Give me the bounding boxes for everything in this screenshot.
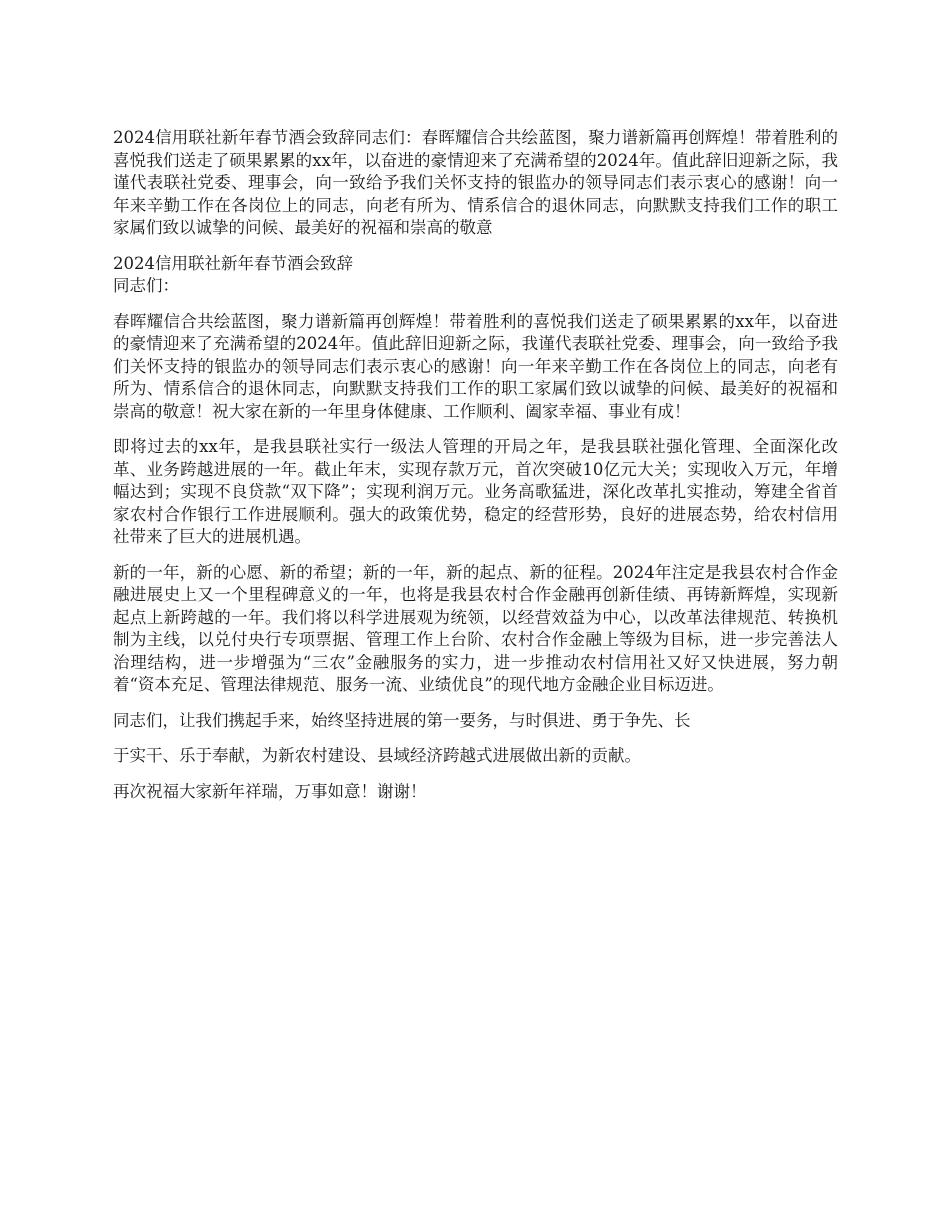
body-paragraph-2: 即将过去的xx年，是我县联社实行一级法人管理的开局之年，是我县联社强化管理、全面深化改革、业务跨越进展的一年。截止年末，实现存款万元，首次突破10亿元大关；实现收入万元，年增幅达到；实现不良贷款“双下降”；实现利润万元。业务高歌猛进，深化改革扎实推动，筹建全省首家农村合作银行工作进展顺利。强大的政策优势，稳定的经营形势，良好的进展态势，给农村信用社带来了巨大的进展机遇。 (113, 437, 838, 546)
closing-paragraph: 再次祝福大家新年祥瑞，万事如意！谢谢！ (113, 781, 427, 801)
summary-paragraph: 2024信用联社新年春节酒会致辞同志们：春晖耀信合共绘蓝图，聚力谱新篇再创辉煌！带着胜利的喜悦我们送走了硕果累累的xx年，以奋进的豪情迎来了充满希望的2024年。值此辞旧迎新之际，我谨代表联社党委、理事会，向一致给予我们关怀支持的银监办的领导同志们表示衷心的感谢！向一年来辛勤工作在各岗位上的同志，向老有所为、情系信合的退休同志，向默默支持我们工作的职工家属们致以诚挚的问候、最美好的祝福和崇高的敬意 (113, 128, 838, 237)
document-body (113, 127, 838, 816)
body-paragraph-5: 于实干、乐于奉献，为新农村建设、县域经济跨越式进展做出新的贡献。 (113, 746, 641, 765)
body-paragraph-1: 春晖耀信合共绘蓝图，聚力谱新篇再创辉煌！带着胜利的喜悦我们送走了硕果累累的xx年，以奋进的豪情迎来了充满希望的2024年。值此辞旧迎新之际，我谨代表联社党委、理事会，向一致给予我们关怀支持的银监办的领导同志们表示衷心的感谢！向一年来辛勤工作在各岗位上的同志，向老有所为、情系信合的退休同志，向默默支持我们工作的职工家属们致以诚挚的问候、最美好的祝福和崇高的敬意！祝大家在新的一年里身体健康、工作顺利、阖家幸福、事业有成！ (113, 311, 838, 421)
document-title: 2024信用联社新年春节酒会致辞 (113, 253, 353, 273)
salutation: 同志们： (113, 276, 179, 295)
body-paragraph-3: 新的一年，新的心愿、新的希望；新的一年，新的起点、新的征程。2024年注定是我县农村合作金融进展史上又一个里程碑意义的一年，也将是我县农村合作金融再创新佳绩、再铸新辉煌，实现新起点上新跨越的一年。我们将以科学进展观为统领，以经营效益为中心，以改革法律规范、转换机制为主线，以兑付央行专项票据、管理工作上台阶、农村合作金融上等级为目标，进一步完善法人治理结构，进一步增强为“三农”金融服务的实力，进一步推动农村信用社又好又快进展，努力朝着“资本充足、管理法律规范、服务一流、业绩优良”的现代地方金融企业目标迈进。 (113, 562, 838, 694)
body-paragraph-4: 同志们，让我们携起手来，始终坚持进展的第一要务，与时俱进、勇于争先、长 (113, 710, 691, 730)
